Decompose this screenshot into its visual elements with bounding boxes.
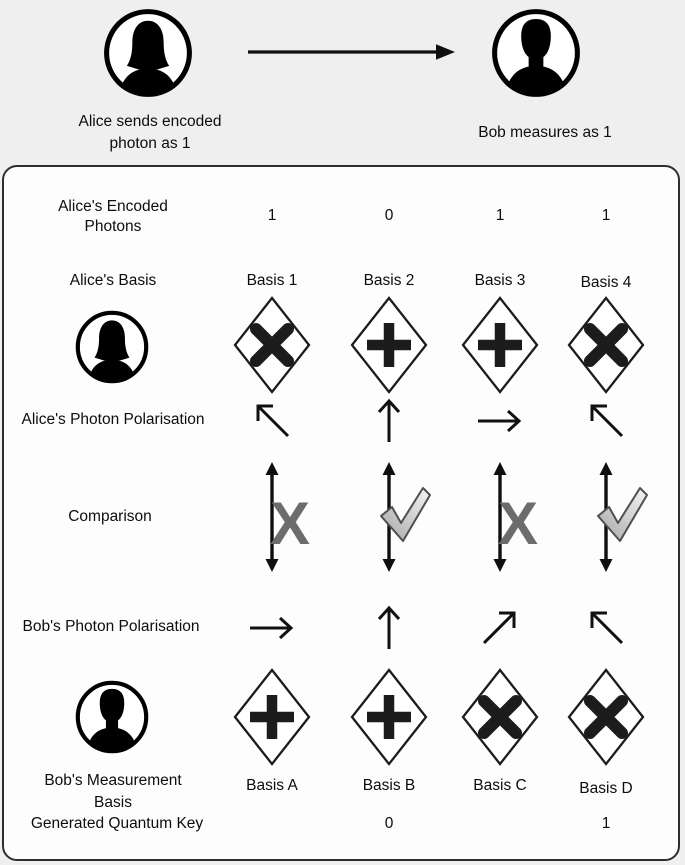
bob-polarisation-arrow-icon-4: [581, 602, 631, 652]
comparison-result-icon-3: [440, 461, 560, 573]
bob-basis-label-line2: Basis: [94, 794, 132, 811]
bob-basis-diamond-icon-4: [567, 668, 645, 766]
bob-polarisation-label: Bob's Photon Polarisation: [22, 618, 200, 635]
svg-text:X: X: [269, 490, 311, 557]
alice-panel-avatar-icon: [74, 309, 150, 385]
alice-basis-diamond-icon-3: [461, 296, 539, 394]
bob-panel-avatar-icon: [74, 679, 150, 755]
quantum-key-label: Generated Quantum Key: [30, 815, 204, 832]
alice-basis-name-3: Basis 3: [474, 272, 526, 289]
alice-basis-name-4: Basis 4: [580, 274, 632, 291]
alice-caption-line1: Alice sends encoded: [78, 113, 222, 130]
bob-avatar-icon: [490, 7, 582, 99]
bob-basis-label: [44, 770, 181, 814]
bob-basis-diamond-icon-1: [233, 668, 311, 766]
alice-polarisation-arrow-icon-1: [247, 395, 297, 445]
quantum-key-bit-2: 0: [384, 815, 394, 832]
quantum-key-bit-4: 1: [601, 815, 611, 832]
comparison-result-icon-1: [212, 461, 332, 573]
alice-basis-diamond-icon-4: [567, 296, 645, 394]
alice-polarisation-arrow-icon-3: [475, 395, 525, 445]
bob-basis-name-4: Basis D: [579, 780, 633, 797]
bob-basis-name-2: Basis B: [362, 777, 416, 794]
bob-caption: Bob measures as 1: [478, 124, 612, 141]
bob-basis-name-3: Basis C: [473, 777, 527, 794]
comparison-result-icon-4: [546, 461, 666, 573]
bob-basis-label-line1: Bob's Measurement: [44, 772, 182, 789]
encoded-bit-4: 1: [601, 207, 611, 224]
alice-polarisation-arrow-icon-2: [364, 395, 414, 445]
bob-polarisation-arrow-icon-2: [364, 602, 414, 652]
alice-polarisation-label: Alice's Photon Polarisation: [21, 411, 205, 428]
alice-basis-name-2: Basis 2: [363, 272, 415, 289]
bob-basis-name-1: Basis A: [246, 777, 298, 794]
alice-polarisation-arrow-icon-4: [581, 395, 631, 445]
bob-polarisation-arrow-icon-1: [247, 602, 297, 652]
encoded-photons-label-line1: Alice's Encoded: [58, 198, 168, 215]
encoded-photons-label: [58, 197, 168, 237]
transmission-arrow-icon: [245, 40, 457, 64]
alice-basis-diamond-icon-2: [350, 296, 428, 394]
alice-basis-diamond-icon-1: [233, 296, 311, 394]
encoded-photons-label-line2: Photons: [84, 218, 142, 235]
bob-polarisation-arrow-icon-3: [475, 602, 525, 652]
alice-caption-line2: photon as 1: [109, 135, 191, 152]
alice-avatar-icon: [102, 7, 194, 99]
encoded-bit-1: 1: [267, 207, 277, 224]
alice-caption: [78, 111, 221, 155]
comparison-label: Comparison: [68, 508, 152, 525]
bob-basis-diamond-icon-3: [461, 668, 539, 766]
bob-basis-diamond-icon-2: [350, 668, 428, 766]
encoded-bit-3: 1: [495, 207, 505, 224]
encoded-bit-2: 0: [384, 207, 394, 224]
alice-basis-label: Alice's Basis: [69, 272, 157, 289]
alice-basis-name-1: Basis 1: [246, 272, 298, 289]
svg-text:X: X: [497, 490, 539, 557]
comparison-result-icon-2: [329, 461, 449, 573]
